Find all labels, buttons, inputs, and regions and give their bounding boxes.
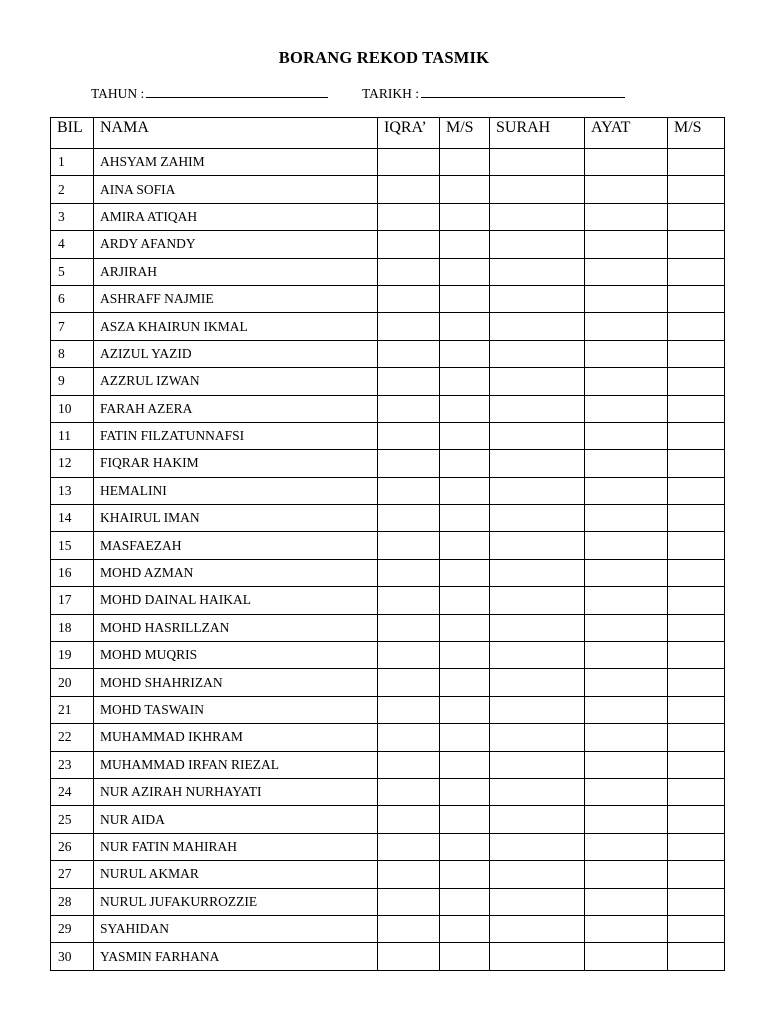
table-row [51,422,725,449]
cell-nama: MASFAEZAH [94,532,378,559]
cell-surah-input[interactable] [490,176,585,203]
cell-surah-input[interactable] [490,532,585,559]
cell-nama: NURUL AKMAR [94,861,378,888]
cell-bil: 11 [51,422,94,449]
cell-surah-input[interactable] [490,422,585,449]
cell-surah-input[interactable] [490,888,585,915]
cell-ayat-input[interactable] [585,943,668,970]
cell-ms-iqra-input[interactable] [440,861,490,888]
cell-ayat-input[interactable] [585,724,668,751]
cell-ms-iqra-input[interactable] [440,422,490,449]
cell-ms-surah-input[interactable] [668,176,725,203]
cell-ayat-input[interactable] [585,833,668,860]
cell-surah-input[interactable] [490,313,585,340]
cell-ms-iqra-input[interactable] [440,778,490,805]
cell-bil: 21 [51,696,94,723]
header-surah: SURAH [490,118,585,149]
cell-surah-input[interactable] [490,559,585,586]
cell-nama: ARJIRAH [94,258,378,285]
cell-surah-input[interactable] [490,203,585,230]
cell-surah-input[interactable] [490,943,585,970]
cell-iqra-input[interactable] [378,149,440,176]
cell-surah-input[interactable] [490,505,585,532]
table-row [51,724,725,751]
cell-ms-surah-input[interactable] [668,203,725,230]
table-row [51,505,725,532]
cell-ms-iqra-input[interactable] [440,149,490,176]
cell-ayat-input[interactable] [585,313,668,340]
cell-ms-surah-input[interactable] [668,943,725,970]
cell-ayat-input[interactable] [585,450,668,477]
cell-ayat-input[interactable] [585,340,668,367]
cell-bil: 26 [51,833,94,860]
cell-nama: FIQRAR HAKIM [94,450,378,477]
cell-iqra-input[interactable] [378,477,440,504]
cell-bil: 24 [51,778,94,805]
cell-ayat-input[interactable] [585,231,668,258]
cell-ayat-input[interactable] [585,614,668,641]
cell-iqra-input[interactable] [378,861,440,888]
cell-bil: 13 [51,477,94,504]
cell-nama: MOHD HASRILLZAN [94,614,378,641]
cell-iqra-input[interactable] [378,915,440,942]
cell-iqra-input[interactable] [378,231,440,258]
cell-surah-input[interactable] [490,395,585,422]
cell-surah-input[interactable] [490,450,585,477]
cell-surah-input[interactable] [490,149,585,176]
cell-bil: 8 [51,340,94,367]
cell-surah-input[interactable] [490,477,585,504]
cell-ayat-input[interactable] [585,778,668,805]
table-row [51,395,725,422]
cell-ayat-input[interactable] [585,203,668,230]
cell-ayat-input[interactable] [585,368,668,395]
cell-iqra-input[interactable] [378,587,440,614]
cell-ayat-input[interactable] [585,477,668,504]
cell-nama: AZZRUL IZWAN [94,368,378,395]
cell-ms-iqra-input[interactable] [440,751,490,778]
cell-surah-input[interactable] [490,642,585,669]
cell-bil: 6 [51,285,94,312]
cell-bil: 17 [51,587,94,614]
cell-iqra-input[interactable] [378,642,440,669]
cell-nama: NURUL JUFAKURROZZIE [94,888,378,915]
cell-bil: 10 [51,395,94,422]
cell-ms-surah-input[interactable] [668,696,725,723]
tahun-field [91,83,328,103]
cell-ms-surah-input[interactable] [668,751,725,778]
cell-bil: 23 [51,751,94,778]
cell-nama: NUR FATIN MAHIRAH [94,833,378,860]
cell-surah-input[interactable] [490,861,585,888]
cell-surah-input[interactable] [490,614,585,641]
cell-ayat-input[interactable] [585,587,668,614]
cell-iqra-input[interactable] [378,806,440,833]
cell-ms-surah-input[interactable] [668,587,725,614]
cell-surah-input[interactable] [490,915,585,942]
cell-ayat-input[interactable] [585,861,668,888]
header-ms-surah: M/S [668,118,725,149]
cell-ms-surah-input[interactable] [668,258,725,285]
cell-ms-iqra-input[interactable] [440,669,490,696]
cell-nama: MOHD TASWAIN [94,696,378,723]
cell-iqra-input[interactable] [378,751,440,778]
cell-ms-iqra-input[interactable] [440,915,490,942]
cell-ms-iqra-input[interactable] [440,642,490,669]
cell-ayat-input[interactable] [585,176,668,203]
cell-ayat-input[interactable] [585,696,668,723]
cell-ms-surah-input[interactable] [668,614,725,641]
cell-bil: 30 [51,943,94,970]
cell-ms-surah-input[interactable] [668,724,725,751]
cell-ayat-input[interactable] [585,395,668,422]
cell-surah-input[interactable] [490,258,585,285]
cell-iqra-input[interactable] [378,450,440,477]
cell-nama: YASMIN FARHANA [94,943,378,970]
cell-nama: HEMALINI [94,477,378,504]
cell-ms-surah-input[interactable] [668,806,725,833]
table-row [51,176,725,203]
cell-nama: AZIZUL YAZID [94,340,378,367]
cell-ms-surah-input[interactable] [668,778,725,805]
cell-iqra-input[interactable] [378,833,440,860]
cell-nama: AHSYAM ZAHIM [94,149,378,176]
cell-ms-surah-input[interactable] [668,669,725,696]
cell-surah-input[interactable] [490,587,585,614]
cell-surah-input[interactable] [490,724,585,751]
tahun-blank-line[interactable] [146,83,328,98]
cell-iqra-input[interactable] [378,724,440,751]
cell-ms-iqra-input[interactable] [440,368,490,395]
cell-bil: 16 [51,559,94,586]
table-row [51,450,725,477]
cell-ms-iqra-input[interactable] [440,532,490,559]
cell-ayat-input[interactable] [585,751,668,778]
table-row [51,559,725,586]
table-row [51,149,725,176]
cell-nama: KHAIRUL IMAN [94,505,378,532]
cell-nama: MOHD MUQRIS [94,642,378,669]
cell-ms-surah-input[interactable] [668,505,725,532]
cell-ms-iqra-input[interactable] [440,943,490,970]
cell-ms-surah-input[interactable] [668,340,725,367]
cell-nama: MUHAMMAD IRFAN RIEZAL [94,751,378,778]
cell-nama: AINA SOFIA [94,176,378,203]
tarikh-label: TARIKH : [362,86,420,101]
tarikh-field [362,83,625,103]
cell-ayat-input[interactable] [585,285,668,312]
cell-ms-surah-input[interactable] [668,450,725,477]
table-row [51,203,725,230]
cell-bil: 14 [51,505,94,532]
cell-ms-iqra-input[interactable] [440,833,490,860]
cell-ms-iqra-input[interactable] [440,614,490,641]
cell-bil: 5 [51,258,94,285]
cell-ayat-input[interactable] [585,505,668,532]
cell-ms-iqra-input[interactable] [440,176,490,203]
cell-ms-iqra-input[interactable] [440,724,490,751]
cell-ms-iqra-input[interactable] [440,888,490,915]
cell-surah-input[interactable] [490,751,585,778]
table-row [51,696,725,723]
cell-iqra-input[interactable] [378,368,440,395]
cell-nama: ARDY AFANDY [94,231,378,258]
cell-ms-iqra-input[interactable] [440,340,490,367]
cell-ayat-input[interactable] [585,642,668,669]
cell-ms-surah-input[interactable] [668,231,725,258]
cell-bil: 18 [51,614,94,641]
cell-ms-surah-input[interactable] [668,477,725,504]
cell-iqra-input[interactable] [378,203,440,230]
cell-surah-input[interactable] [490,696,585,723]
cell-ms-surah-input[interactable] [668,888,725,915]
cell-ms-iqra-input[interactable] [440,450,490,477]
cell-ayat-input[interactable] [585,149,668,176]
tarikh-blank-line[interactable] [421,83,625,98]
cell-ayat-input[interactable] [585,915,668,942]
cell-bil: 27 [51,861,94,888]
cell-bil: 9 [51,368,94,395]
cell-ms-surah-input[interactable] [668,285,725,312]
cell-bil: 7 [51,313,94,340]
cell-nama: NUR AIDA [94,806,378,833]
tasmik-record-table [50,117,725,971]
cell-ayat-input[interactable] [585,532,668,559]
table-row [51,751,725,778]
cell-bil: 15 [51,532,94,559]
cell-nama: MOHD DAINAL HAIKAL [94,587,378,614]
form-title: BORANG REKOD TASMIK [278,48,490,67]
header-ayat: AYAT [585,118,668,149]
cell-bil: 25 [51,806,94,833]
cell-bil: 28 [51,888,94,915]
cell-nama: ASZA KHAIRUN IKMAL [94,313,378,340]
cell-surah-input[interactable] [490,778,585,805]
cell-ms-iqra-input[interactable] [440,559,490,586]
cell-ms-surah-input[interactable] [668,368,725,395]
cell-nama: FARAH AZERA [94,395,378,422]
cell-surah-input[interactable] [490,368,585,395]
cell-ms-surah-input[interactable] [668,559,725,586]
cell-ms-iqra-input[interactable] [440,313,490,340]
cell-ms-surah-input[interactable] [668,149,725,176]
cell-ms-surah-input[interactable] [668,915,725,942]
cell-ms-iqra-input[interactable] [440,395,490,422]
header-iqra: IQRA’ [378,118,440,149]
cell-iqra-input[interactable] [378,669,440,696]
table-row [51,285,725,312]
cell-nama: MOHD AZMAN [94,559,378,586]
tahun-label: TAHUN : [91,86,145,101]
table-row [51,258,725,285]
cell-bil: 1 [51,149,94,176]
cell-bil: 12 [51,450,94,477]
table-row [51,614,725,641]
table-row [51,888,725,915]
cell-surah-input[interactable] [490,833,585,860]
cell-ms-iqra-input[interactable] [440,696,490,723]
cell-ayat-input[interactable] [585,258,668,285]
cell-ms-iqra-input[interactable] [440,505,490,532]
table-row [51,806,725,833]
cell-iqra-input[interactable] [378,313,440,340]
table-row [51,642,725,669]
cell-iqra-input[interactable] [378,340,440,367]
cell-ayat-input[interactable] [585,806,668,833]
table-row [51,313,725,340]
cell-ms-surah-input[interactable] [668,833,725,860]
cell-iqra-input[interactable] [378,943,440,970]
table-row [51,231,725,258]
cell-ms-iqra-input[interactable] [440,806,490,833]
cell-surah-input[interactable] [490,231,585,258]
table-row [51,477,725,504]
cell-bil: 3 [51,203,94,230]
table-row [51,532,725,559]
table-row [51,368,725,395]
cell-surah-input[interactable] [490,669,585,696]
cell-nama: AMIRA ATIQAH [94,203,378,230]
cell-nama: MUHAMMAD IKHRAM [94,724,378,751]
cell-iqra-input[interactable] [378,176,440,203]
cell-iqra-input[interactable] [378,778,440,805]
cell-ms-surah-input[interactable] [668,861,725,888]
cell-iqra-input[interactable] [378,888,440,915]
table-row [51,340,725,367]
cell-ms-iqra-input[interactable] [440,203,490,230]
cell-iqra-input[interactable] [378,285,440,312]
cell-ayat-input[interactable] [585,669,668,696]
cell-bil: 4 [51,231,94,258]
cell-iqra-input[interactable] [378,559,440,586]
table-header-row [51,118,725,149]
cell-ms-iqra-input[interactable] [440,587,490,614]
cell-ms-iqra-input[interactable] [440,258,490,285]
cell-bil: 29 [51,915,94,942]
cell-ms-surah-input[interactable] [668,313,725,340]
cell-surah-input[interactable] [490,340,585,367]
cell-iqra-input[interactable] [378,422,440,449]
cell-ms-surah-input[interactable] [668,395,725,422]
cell-ayat-input[interactable] [585,422,668,449]
cell-iqra-input[interactable] [378,532,440,559]
cell-ms-iqra-input[interactable] [440,477,490,504]
cell-bil: 22 [51,724,94,751]
cell-ms-surah-input[interactable] [668,532,725,559]
cell-nama: ASHRAFF NAJMIE [94,285,378,312]
header-ms-iqra: M/S [440,118,490,149]
table-row [51,915,725,942]
cell-surah-input[interactable] [490,806,585,833]
cell-nama: SYAHIDAN [94,915,378,942]
cell-ayat-input[interactable] [585,888,668,915]
table-row [51,943,725,970]
cell-iqra-input[interactable] [378,258,440,285]
header-nama: NAMA [94,118,378,149]
cell-iqra-input[interactable] [378,505,440,532]
table-row [51,669,725,696]
table-row [51,833,725,860]
cell-bil: 19 [51,642,94,669]
cell-surah-input[interactable] [490,285,585,312]
cell-ms-surah-input[interactable] [668,422,725,449]
cell-ayat-input[interactable] [585,559,668,586]
cell-nama: FATIN FILZATUNNAFSI [94,422,378,449]
cell-ms-surah-input[interactable] [668,642,725,669]
cell-iqra-input[interactable] [378,614,440,641]
cell-iqra-input[interactable] [378,696,440,723]
table-row [51,778,725,805]
cell-nama: MOHD SHAHRIZAN [94,669,378,696]
cell-iqra-input[interactable] [378,395,440,422]
cell-bil: 20 [51,669,94,696]
cell-ms-iqra-input[interactable] [440,285,490,312]
header-bil: BIL [51,118,94,149]
cell-bil: 2 [51,176,94,203]
table-row [51,587,725,614]
cell-nama: NUR AZIRAH NURHAYATI [94,778,378,805]
table-row [51,861,725,888]
cell-ms-iqra-input[interactable] [440,231,490,258]
